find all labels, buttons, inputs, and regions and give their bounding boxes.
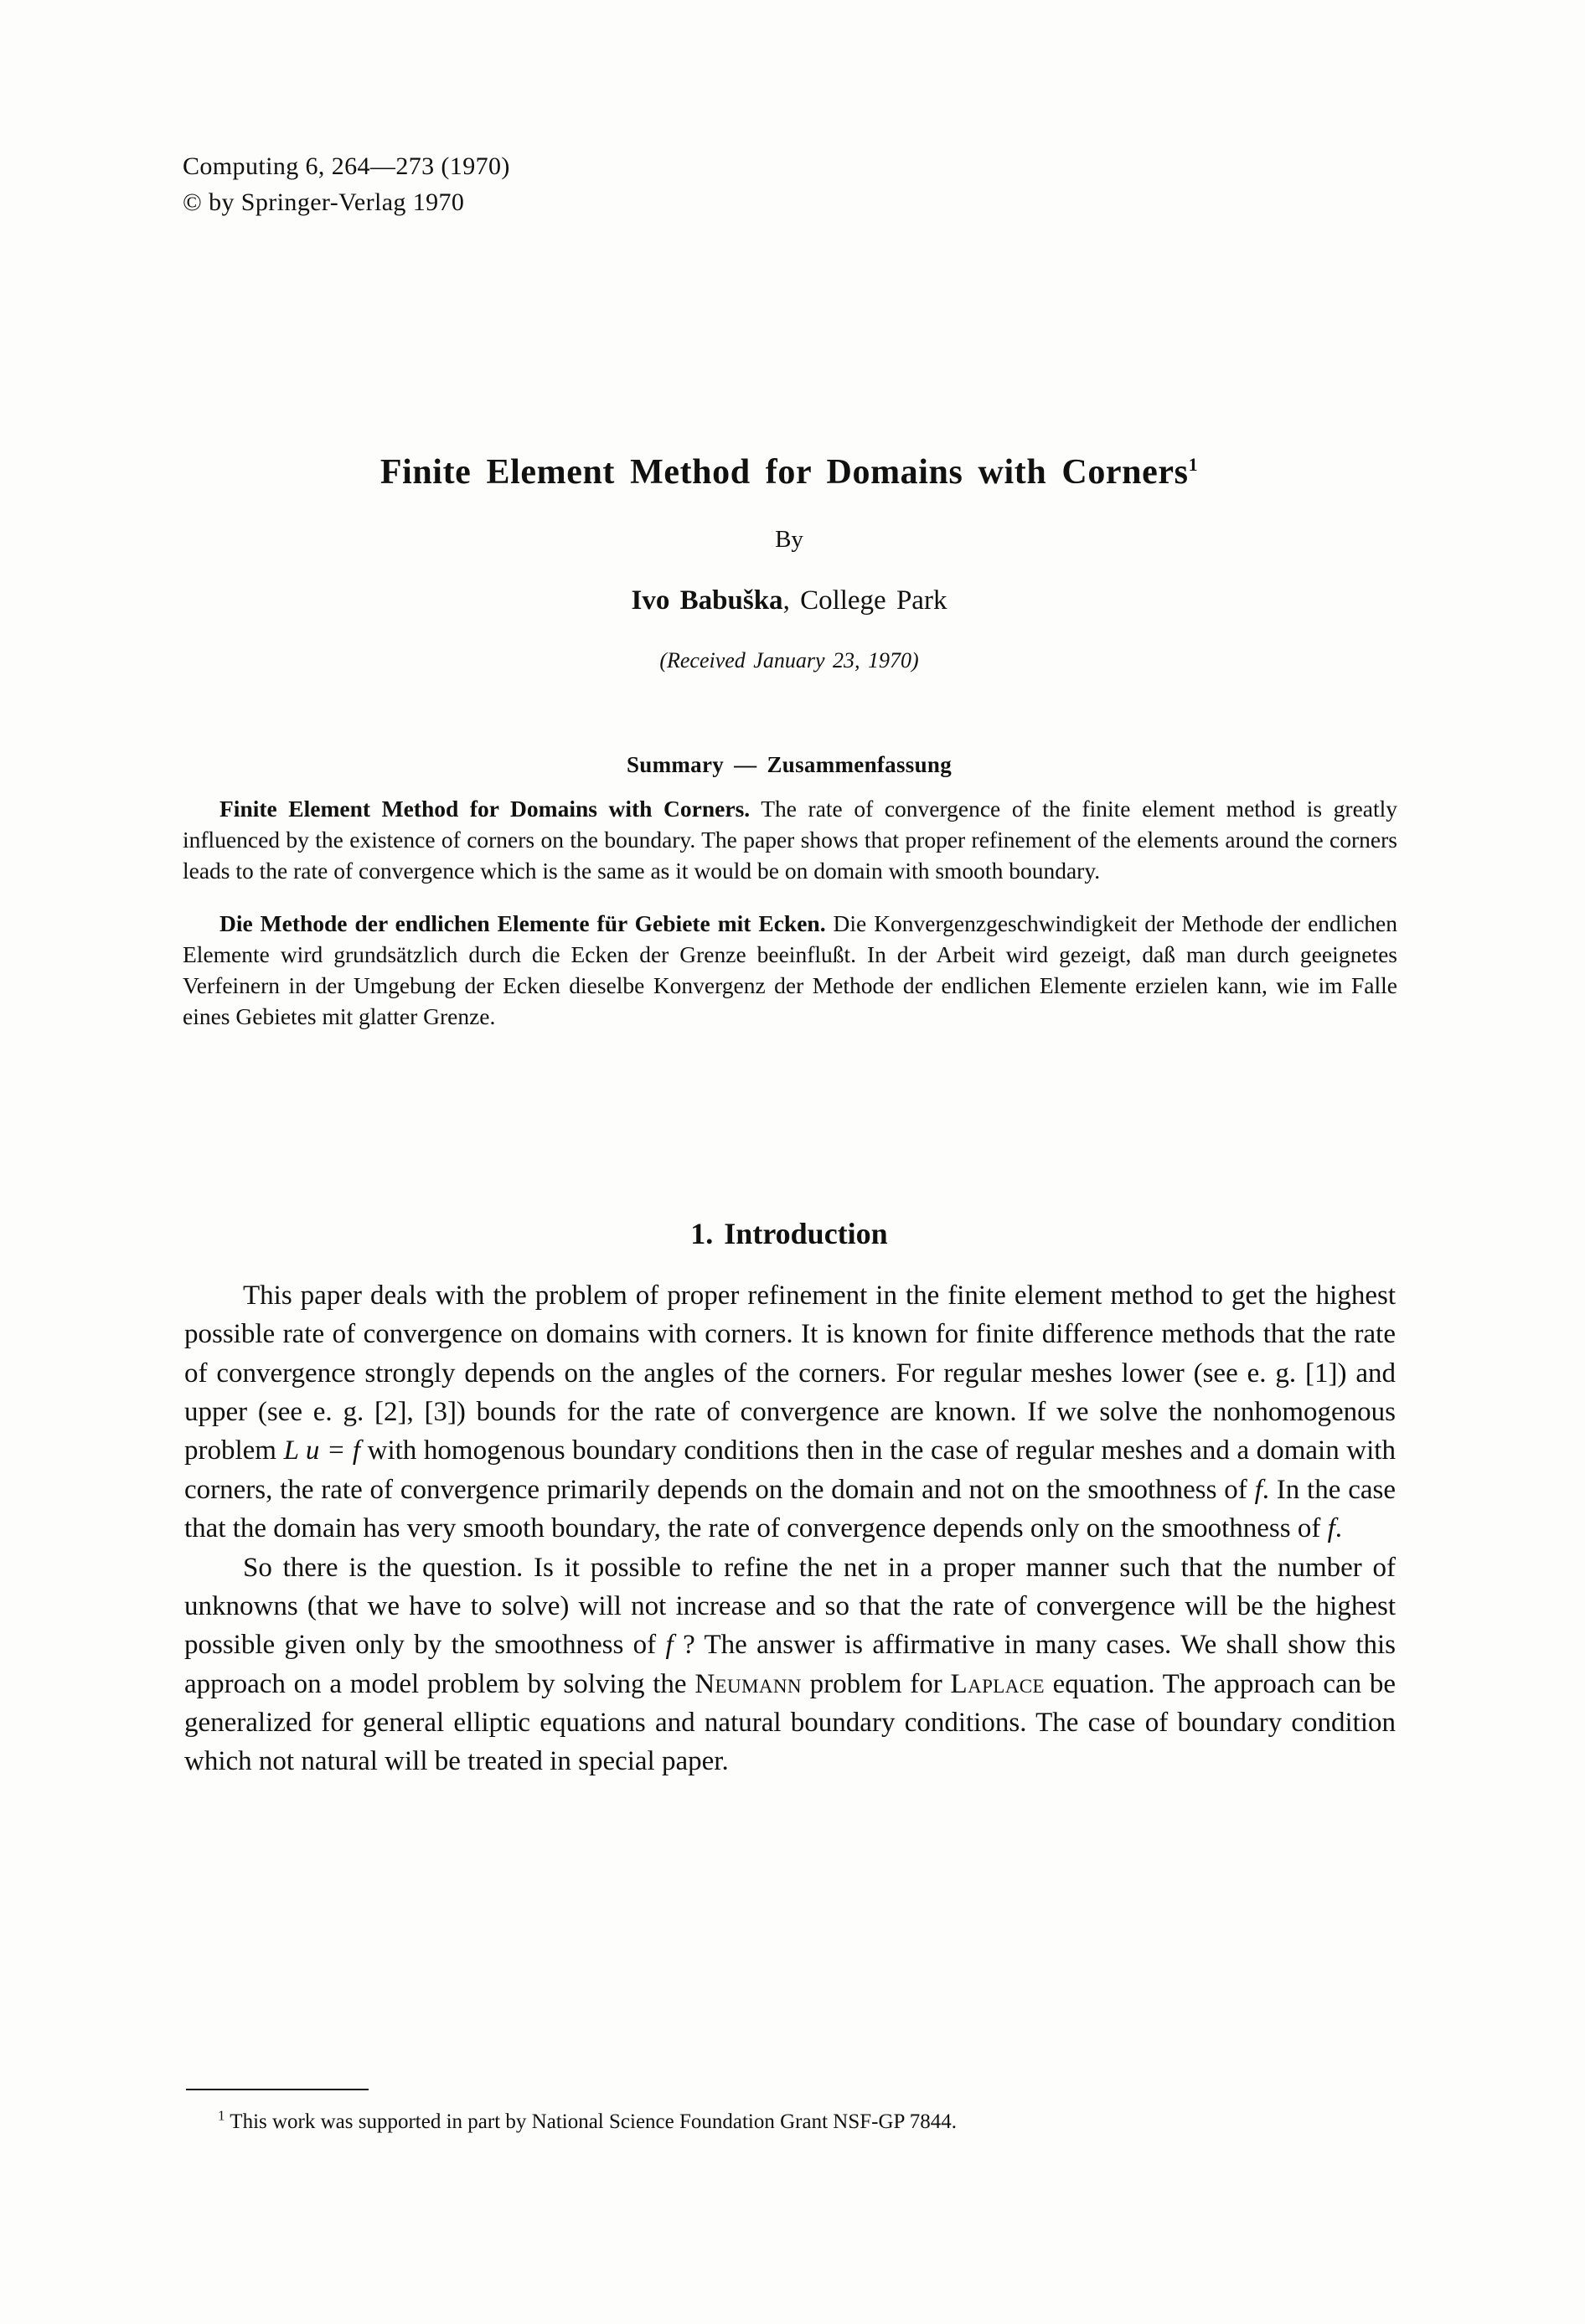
by-label: By bbox=[775, 526, 803, 553]
math-f-symbol: f bbox=[665, 1630, 674, 1661]
para1-part-b: with homogenous boundary conditions then in the case of regular meshes and a domain with corners, the rate of convergence primarily depends on the domain and not on the smoothness of bbox=[184, 1435, 1396, 1505]
body-paragraph-2 bbox=[184, 1548, 1396, 1781]
received-date: (Received January 23, 1970) bbox=[659, 648, 919, 672]
author-name: Ivo Babuška bbox=[631, 585, 783, 616]
footnote-marker: 1 bbox=[218, 2107, 225, 2124]
math-f-symbol: f bbox=[1254, 1474, 1262, 1505]
footnote-section bbox=[183, 2107, 1397, 2137]
abstract-german bbox=[183, 909, 1397, 1033]
body-text bbox=[184, 1276, 1396, 1781]
abstract-german-text: Die Konvergenzgeschwindigkeit der Methode der endlichen Elemente wird grundsätzlich durch die Ecken der Grenze beeinflußt. In der Arbeit wird gezeigt, daß man durch geeignetes Verfeinern in der Umgebung der Ecken dieselbe Konvergenz der Methode der endlichen Elemente erzielen kann, wie im Falle eines Gebietes mit glatter Grenze. bbox=[183, 910, 1397, 1029]
abstract-section bbox=[183, 794, 1397, 1033]
para2-part-d: equation. The approach can be generalized for general elliptic equations and natural boundary conditions. The case of boundary condition which not natural will be treated in special paper. bbox=[184, 1668, 1397, 1777]
para1-part-a: This paper deals with the problem of proper refinement in the finite element method to get the highest possible rate of convergence on domains with corners. It is known for finite difference methods that the rate of convergence strongly depends on the angles of the corners. For regular meshes lower (see e. g. [1]) and upper (see e. g. [2], [3]) bounds for the rate of convergence are known. If we solve the nonhomogenous problem bbox=[184, 1281, 1396, 1466]
paper-title-text: Finite Element Method for Domains with Corners bbox=[379, 453, 1189, 492]
math-lu-equals-f: L u = f bbox=[283, 1435, 361, 1466]
abstract-english-text: The rate of convergence of the finite element method is greatly influenced by the existence of corners on the boundary. The paper shows that proper refinement of the elements around the corners leads to the rate of convergence which is the same as it would be on domain with smooth boundary. bbox=[183, 796, 1398, 884]
journal-copyright-line bbox=[183, 185, 510, 221]
author-affiliation: , College Park bbox=[782, 585, 947, 616]
name-neumann: Neumann bbox=[694, 1668, 802, 1699]
journal-citation-line: Computing 6, 264—273 (1970) bbox=[183, 152, 510, 180]
abstract-english-runin-title: Finite Element Method for Domains with Corners. bbox=[219, 796, 751, 822]
math-f-symbol: f bbox=[1327, 1513, 1335, 1544]
title-block bbox=[183, 452, 1396, 673]
summary-heading: Summary — Zusammenfassung bbox=[626, 752, 953, 777]
para2-part-a: So there is the question. Is it possible to refine the net in a proper manner such that the number of unknowns (that we have to solve) will not increase and so that the rate of convergence will be the highest possible given only by the smoothness of bbox=[184, 1552, 1396, 1661]
abstract-german-runin-title: Die Methode der endlichen Elemente für Gebiete mit Ecken. bbox=[219, 910, 826, 936]
para1-part-c: . In the case that the domain has very smooth boundary, the rate of convergence depends only on the smoothness of bbox=[184, 1474, 1396, 1544]
body-paragraph-1 bbox=[184, 1276, 1396, 1548]
para1-part-d: . bbox=[1335, 1513, 1343, 1544]
copyright-icon: © bbox=[183, 188, 203, 216]
copyright-text: by Springer-Verlag 1970 bbox=[209, 188, 465, 216]
section-heading-introduction: 1. Introduction bbox=[690, 1217, 888, 1250]
para2-part-b: ? The answer is affirmative in many cases. We shall show this approach on a model problem by solving the bbox=[184, 1630, 1396, 1699]
footnote-separator-rule bbox=[186, 2089, 369, 2090]
name-laplace: Laplace bbox=[950, 1668, 1045, 1699]
journal-header bbox=[183, 149, 510, 220]
footnote-text bbox=[183, 2107, 1397, 2137]
author-line bbox=[183, 585, 1396, 616]
title-footnote-marker: 1 bbox=[1188, 454, 1199, 475]
abstract-english bbox=[183, 794, 1397, 887]
footnote-body: This work was supported in part by National Science Foundation Grant NSF-GP 7844. bbox=[225, 2110, 958, 2133]
page-title bbox=[183, 452, 1396, 492]
para2-part-c: problem for bbox=[801, 1668, 951, 1699]
